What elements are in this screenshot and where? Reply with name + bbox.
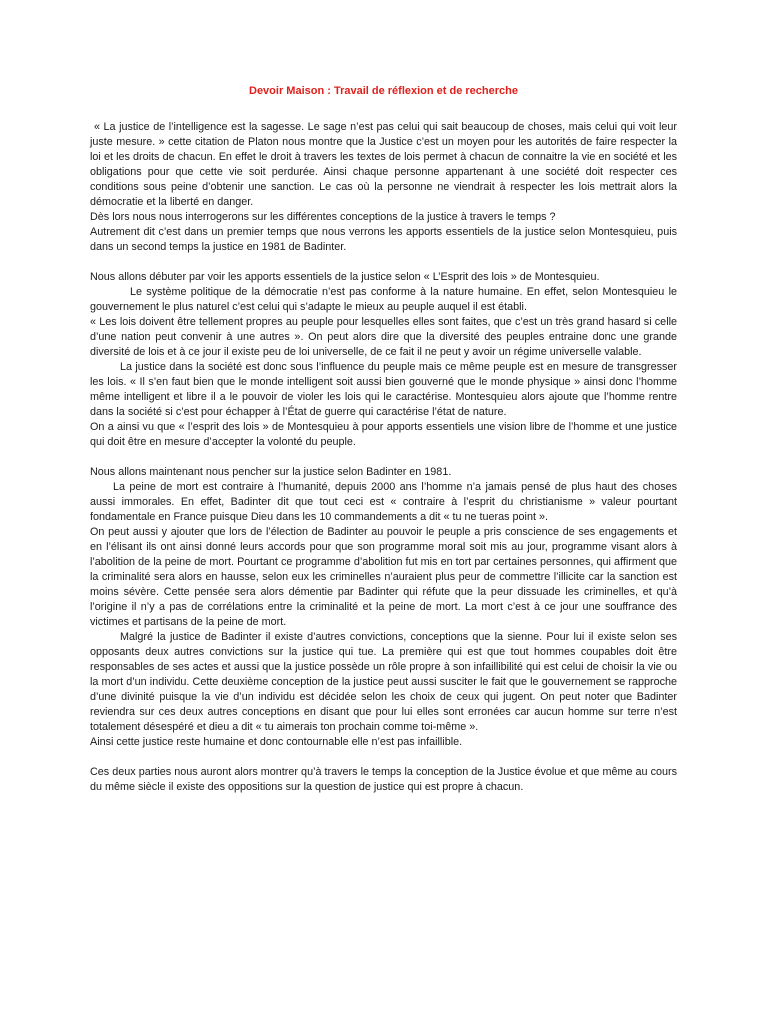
paragraph-problem: Dès lors nous nous interrogerons sur les différentes conceptions de la justice à travers le temps ?: [90, 211, 556, 223]
paragraph-part2-intro: Nous allons maintenant nous pencher sur la justice selon Badinter en 1981.: [90, 466, 452, 478]
paragraph-conclusion: Ces deux parties nous auront alors montrer qu’à travers le temps la conception de la Justice évolue et que même au cours du même siècle il existe des oppositions sur la question de justice qui est propre à chacun.: [90, 766, 677, 793]
paragraph-part2-b: On peut aussi y ajouter que lors de l’élection de Badinter au pouvoir le peuple a pris conscience de ses engagements et en l’élisant ils ont ainsi donné leurs accords pour que son programme moral soit mis au jour, programme visant alors à l’abolition de la peine de mort. Pourtant ce programme d’abolition fut mis en tort par certaines personnes, qui affirment que la criminalité sera alors en hausse, selon eux les criminelles n’auraient plus peur de commettre l’illicite car la sanction est moins sévère. Cette pensée sera alors démentie par Badinter qui réfute que la peur dissuade les criminelles, et qu’à l’origine il n’y a pas de corrélations entre la criminalité et la peine de mort. La mort c’est à ce jour une souffrance des victimes et partisans de la peine de mort.: [90, 526, 677, 628]
paragraph-part2-conclusion: Ainsi cette justice reste humaine et donc contournable elle n’est pas infaillible.: [90, 736, 463, 748]
paragraph-part1-intro: Nous allons débuter par voir les apports essentiels de la justice selon « L’Esprit des lois » de Montesquieu.: [90, 271, 600, 283]
paragraph-plan: Autrement dit c’est dans un premier temps que nous verrons les apports essentiels de la justice selon Montesquieu, puis dans un second temps la justice en 1981 de Badinter.: [90, 226, 677, 253]
paragraph-part1-b: « Les lois doivent être tellement propres au peuple pour lesquelles elles sont faites, que c’est un très grand hasard si celle d’une nation peut convenir à une autres ». On peut alors dire que la diversité des peuples entraine donc une grande diversité de lois et à ce jour il existe peu de loi universelle, de ce fait il ne peut y avoir un régime universelle valable.: [90, 316, 677, 358]
document-title: Devoir Maison : Travail de réflexion et de recherche: [249, 85, 518, 97]
paragraph-spacer: [90, 450, 677, 465]
paragraph-part1-a: Le système politique de la démocratie n’est pas conforme à la nature humaine. En effet, selon Montesquieu le gouvernement le plus naturel c’est celui qui s’adapte le mieux au peuple auquel il est établi.: [90, 286, 677, 313]
paragraph-spacer: [90, 750, 677, 765]
paragraph-spacer: [90, 255, 677, 270]
paragraph-intro: « La justice de l’intelligence est la sagesse. Le sage n’est pas celui qui sait beaucoup de choses, mais celui qui voit leur juste mesure. » cette citation de Platon nous montre que la Justice c’est un moyen pour les autorités de faire respecter la loi et les droits de chacun. En effet le droit à travers les textes de lois permet à chacun de connaitre la vie en société et les obligations pour que cette vie soit perdurée. Ainsi chaque personne appartenant à une société doit respecter ces conditions sous peine d’obtenir une sanction. Le cas où la personne ne viendrait à respecter les lois mettrait alors la démocratie et la liberté en danger.: [90, 121, 677, 208]
paragraph-part1-c: La justice dans la société est donc sous l’influence du peuple mais ce même peuple est en mesure de transgresser les lois. « Il s’en faut bien que le monde intelligent soit aussi bien gouverné que le monde physique » ainsi donc l’homme même intelligent et libre il a le pouvoir de violer les lois qui le caractérise. Montesquieu alors ajoute que l’homme rentre dans la société si c’est pour échapper à l’État de guerre qui caractérise l’état de nature.: [90, 361, 677, 418]
paragraph-part2-c: Malgré la justice de Badinter il existe d’autres convictions, conceptions que la sienne. Pour lui il existe selon ses opposants deux autres convictions sur la justice qui tue. La première qui est que tout hommes coupables doit être responsables de ses actes et aussi que la justice possède un rôle propre à son infaillibilité qui est celui de choisir la vie ou la mort d’un individu. Cette deuxième conception de la justice peut aussi susciter le fait que le gouvernement se rapproche d’une divinité puisque la vie d’un individu est décidée selon les choix de ceux qui jugent. On peut noter que Badinter reviendra sur ces deux autres conceptions en disant que pour lui elles sont erronées car aucun homme sur terre n’est totalement désespéré et dieu a dit « tu aimerais ton prochain comme toi-même ».: [90, 631, 677, 733]
document-body: [90, 120, 677, 795]
paragraph-part2-a: La peine de mort est contraire à l’humanité, depuis 2000 ans l’homme n’a jamais pensé de plus haut des choses aussi immorales. En effet, Badinter dit que tout ceci est « contraire à l’esprit du christianisme » valeur pourtant fondamentale en France puisque Dieu dans les 10 commandements a dit « tu ne tueras point ».: [90, 481, 677, 523]
paragraph-part1-conclusion: On a ainsi vu que « l’esprit des lois » de Montesquieu à pour apports essentiels une vision libre de l’homme et une justice qui doit être en mesure d’accepter la volonté du peuple.: [90, 421, 677, 448]
